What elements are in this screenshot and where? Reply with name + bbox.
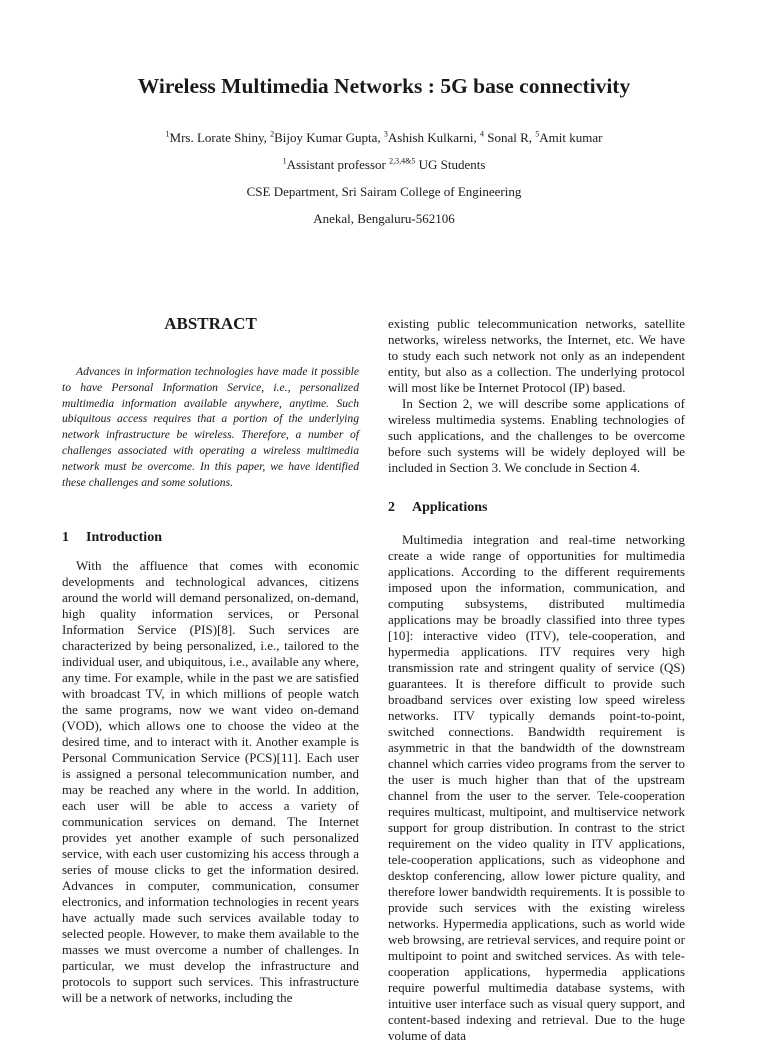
author-4-index: 4 (480, 129, 484, 139)
section-1-heading (62, 530, 359, 546)
author-roles (0, 157, 768, 173)
author-5-index: 5 (535, 129, 540, 139)
role-2-index: 2,3,4&5 (389, 156, 416, 166)
author-1: Mrs. Lorate Shiny, (169, 130, 271, 145)
author-2: Bijoy Kumar Gupta, (274, 130, 384, 145)
author-2-index: 2 (270, 129, 275, 139)
section-2-number: 2 (388, 500, 395, 515)
role-2: UG Students (415, 157, 486, 172)
introduction-continuation: existing public telecommunication networks, satellite networks, wireless networks, the Internet, etc. We have to study each such network not only as an independent entity, but also as a collection. The underlying protocol will most like be Internet Protocol (IP) based. (388, 316, 685, 395)
abstract-heading: ABSTRACT (164, 314, 257, 333)
author-4: Sonal R, (484, 130, 536, 145)
right-column (388, 316, 685, 1044)
role-1: Assistant professor (286, 157, 390, 172)
section-2-title: Applications (412, 500, 488, 515)
applications-text: Multimedia integration and real-time networking create a wide range of opportunities for multimedia applications. According to the different requirements imposed upon the information, communication, and computing subsystems, distributed multimedia applications may be broadly classified into three types [10]: interactive video (ITV), tele-cooperation, and hypermedia applications. ITV requires very high transmission rate and stringent quality of service (QS) guarantees. It is therefore difficult to provide such broadband services over existing low speed wireless networks. ITV typically demands point-to-point, switched connections. Bandwidth requirement is asymmetric in that the bandwidth of the downstream channel which carries video programs from the server to the user is much higher than that of the upstream channel from the user to the server. Tele-cooperation requires multicast, multipoint, and multiservice network support for group distribution. In contrast to the strict requirement on the video quality in ITV applications, tele-cooperation applications, such as videophone and desktop conferencing, allow lower picture quality, and therefore lower bandwidth requirements. It is possible to provide such services with the existing wireless networks. Hypermedia applications, such as world wide web browsing, are retrieval services, and require point or multipoint to point and switched services. As with tele-cooperation applications, hypermedia applications require powerful multimedia database systems, with intuitive user interface such as visual query support, and content-based indexing and retrieval. Due to the huge volume of data (388, 532, 685, 1043)
author-list (0, 130, 768, 146)
author-1-index: 1 (165, 129, 170, 139)
section-1-number: 1 (62, 530, 69, 546)
introduction-text: With the affluence that comes with economic developments and technological advances, citizens around the world will demand personalized, on-demand, high quality information services, or Personal Information Service (PIS)[8]. Such services are characterized by being personalized, i.e., tailored to the individual user, and ubiquitous, i.e., available any where, any time. For example, while in the past we are satisfied with broadcast TV, in which millions of people watch the same programs, now we want video on-demand (VOD), which allows one to choose the video at the desired time, and to interact with it. Another example is Personal Communication Service (PCS)[11]. Each user is assigned a personal telecommunication number, and may be reached any where in the world. In addition, each user will be able to access a variety of communication services on demand. The Internet provides yet another example of such personalized service, with each user customizing his access through a series of mouse clicks to get the information desired. Advances in computer, communication, consumer electronics, and information technologies in recent years have actually made such services available today to selected people. However, to make them available to the masses we must overcome a number of challenges. In particular, we must develop the infrastructure and protocols to support such services. This infrastructure will be a network of networks, including the (62, 558, 359, 1006)
abstract-text: Advances in information technologies have made it possible to have Personal Information Service, i.e., personalized multimedia information available anywhere, anytime. Such ubiquitous access requires that a portion of the underlying network infrastructure be wireless. Therefore, a number of challenges associated with operating a wireless multimedia network must be overcome. In this paper, we have identified these challenges and some solutions. (62, 365, 359, 489)
location: Anekal, Bengaluru-562106 (313, 211, 455, 226)
author-3-index: 3 (383, 129, 388, 139)
section-2-heading (388, 500, 685, 516)
section-plan-paragraph: In Section 2, we will describe some applications of wireless multimedia systems. Enabling technologies of such applications, and the challenges to be overcome before such systems will be widely deployed will be included in Section 3. We conclude in Section 4. (388, 396, 685, 475)
affiliation: CSE Department, Sri Sairam College of Engineering (246, 184, 522, 199)
author-3: Ashish Kulkarni, (387, 130, 480, 145)
paper-title: Wireless Multimedia Networks : 5G base connectivity (137, 74, 631, 98)
author-5: Amit kumar (539, 130, 603, 145)
left-column (62, 316, 359, 1006)
section-1-title: Introduction (86, 530, 162, 546)
role-1-index: 1 (282, 156, 287, 166)
